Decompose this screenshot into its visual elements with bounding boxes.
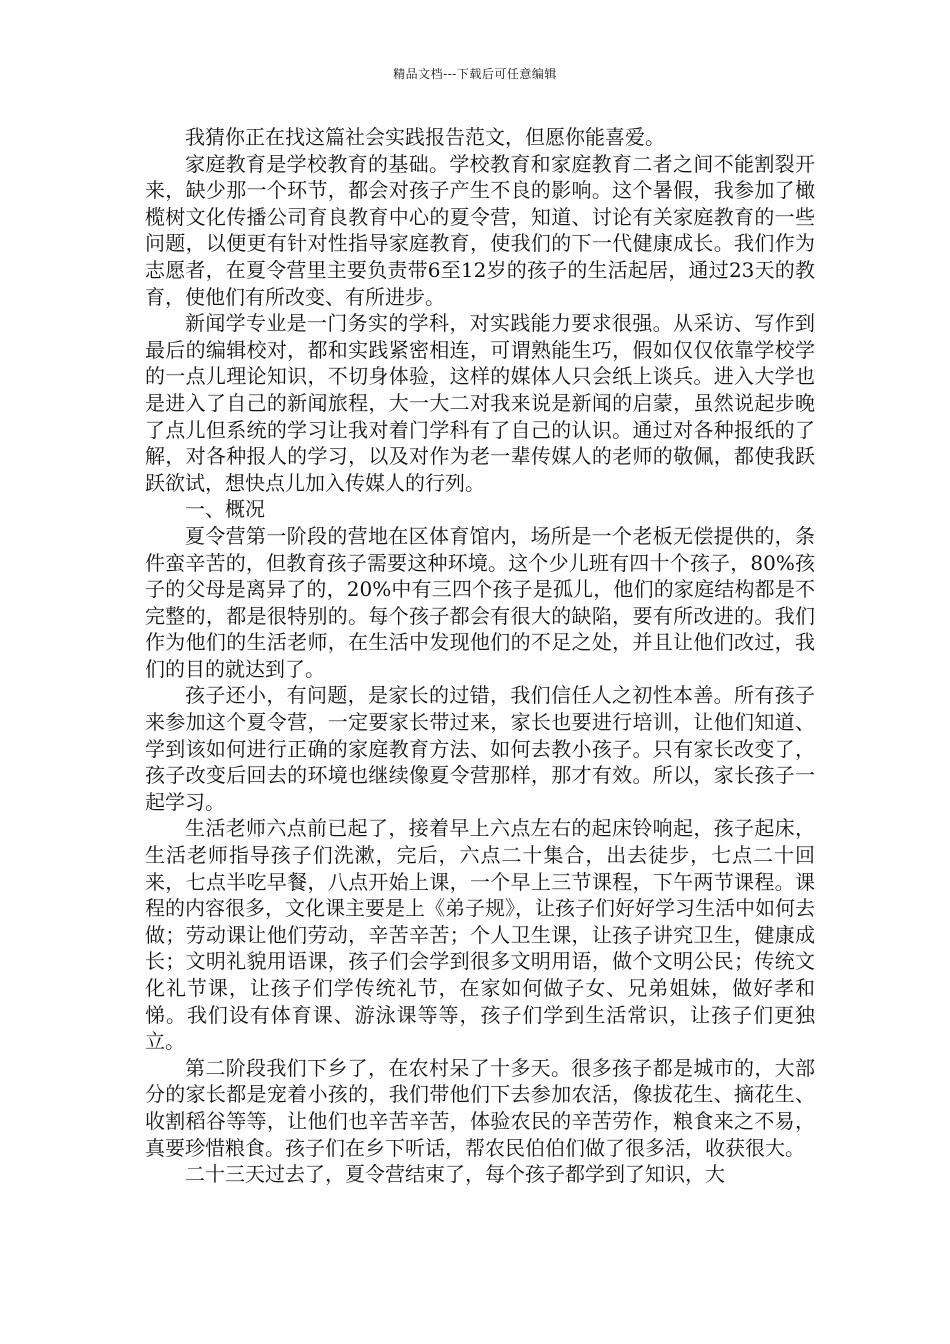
paragraph-family-education: 家庭教育是学校教育的基础。学校教育和家庭教育二者之间不能割裂开来，缺少那一个环节，都会对孩子产生不良的影响。这个暑假，我参加了橄榄树文化传播公司育良教育中心的夏令营，知道、讨论有关家庭教育的一些问题，以便更有针对性指导家庭教育，使我们的下一代健康成长。我们作为志愿者，在夏令营里主要负责带6至12岁的孩子的生活起居，通过23天的教育，使他们有所改变、有所进步。 — [145, 151, 815, 309]
page-header: 精品文档---下载后可任意编辑 — [393, 67, 557, 81]
paragraph-conclusion: 二十三天过去了，夏令营结束了，每个孩子都学到了知识，大 — [185, 1162, 725, 1187]
paragraph-journalism: 新闻学专业是一门务实的学科，对实践能力要求很强。从采访、写作到最后的编辑校对，都和实践紧密相连，可谓熟能生巧，假如仅仅依靠学校学的一点儿理论知识，不切身体验，这样的媒体人只会纸上谈兵。进入大学也是进入了自己的新闻旅程，大一大二对我来说是新闻的启蒙，虽然说起步晚了点儿但系统的学习让我对着门学科有了自己的认识。通过对各种报纸的了解，对各种报人的学习，以及对作为老一辈传媒人的老师的敬佩，都使我跃跃欲试，想快点儿加入传媒人的行列。 — [145, 311, 815, 495]
paragraph-first-stage: 夏令营第一阶段的营地在区体育馆内，场所是一个老板无偿提供的，条件蛮辛苦的，但教育孩子需要这种环境。这个少儿班有四十个孩子，80%孩子的父母是离异了的，20%中有三四个孩子是孤儿，他们的家庭结构都是不完整的，都是很特别的。每个孩子都会有很大的缺陷，要有所改进的。我们作为他们的生活老师，在生活中发现他们的不足之处，并且让他们改过，我们的目的就达到了。 — [145, 523, 815, 681]
document-body — [145, 124, 815, 1188]
section-heading-overview: 一、概况 — [185, 497, 265, 522]
paragraph-intro: 我猜你正在找这篇社会实践报告范文，但愿你能喜爱。 — [185, 125, 665, 149]
paragraph-parents: 孩子还小，有问题，是家长的过错，我们信任人之初性本善。所有孩子来参加这个夏令营，一定要家长带过来，家长也要进行培训，让他们知道、学到该如何进行正确的家庭教育方法、如何去教小孩子。只有家长改变了，孩子改变后回去的环境也继续像夏令营那样，那才有效。所以，家长孩子一起学习。 — [145, 683, 815, 814]
paragraph-daily-schedule: 生活老师六点前已起了，接着早上六点左右的起床铃响起，孩子起床，生活老师指导孩子们洗漱，完后，六点二十集合，出去徒步，七点二十回来，七点半吃早餐，八点开始上课，一个早上三节课程，下午两节课程。课程的内容很多，文化课主要是上《弟子规》，让孩子们好好学习生活中如何去做；劳动课让他们劳动，辛苦辛苦；个人卫生课，让孩子讲究卫生，健康成长；文明礼貌用语课，孩子们会学到很多文明用语，做个文明公民；传统文化礼节课，让孩子们学传统礼节，在家如何做子女、兄弟姐妹，做好孝和悌。我们设有体育课、游泳课等等，孩子们学到生活常识，让孩子们更独立。 — [145, 816, 815, 1054]
paragraph-second-stage: 第二阶段我们下乡了，在农村呆了十多天。很多孩子都是城市的，大部分的家长都是宠着小孩的，我们带他们下去参加农活，像拔花生、摘花生、收割稻谷等等，让他们也辛苦辛苦，体验农民的辛苦劳作，粮食来之不易，真要珍惜粮食。孩子们在乡下听话，帮农民伯伯们做了很多活，收获很大。 — [145, 1055, 815, 1160]
